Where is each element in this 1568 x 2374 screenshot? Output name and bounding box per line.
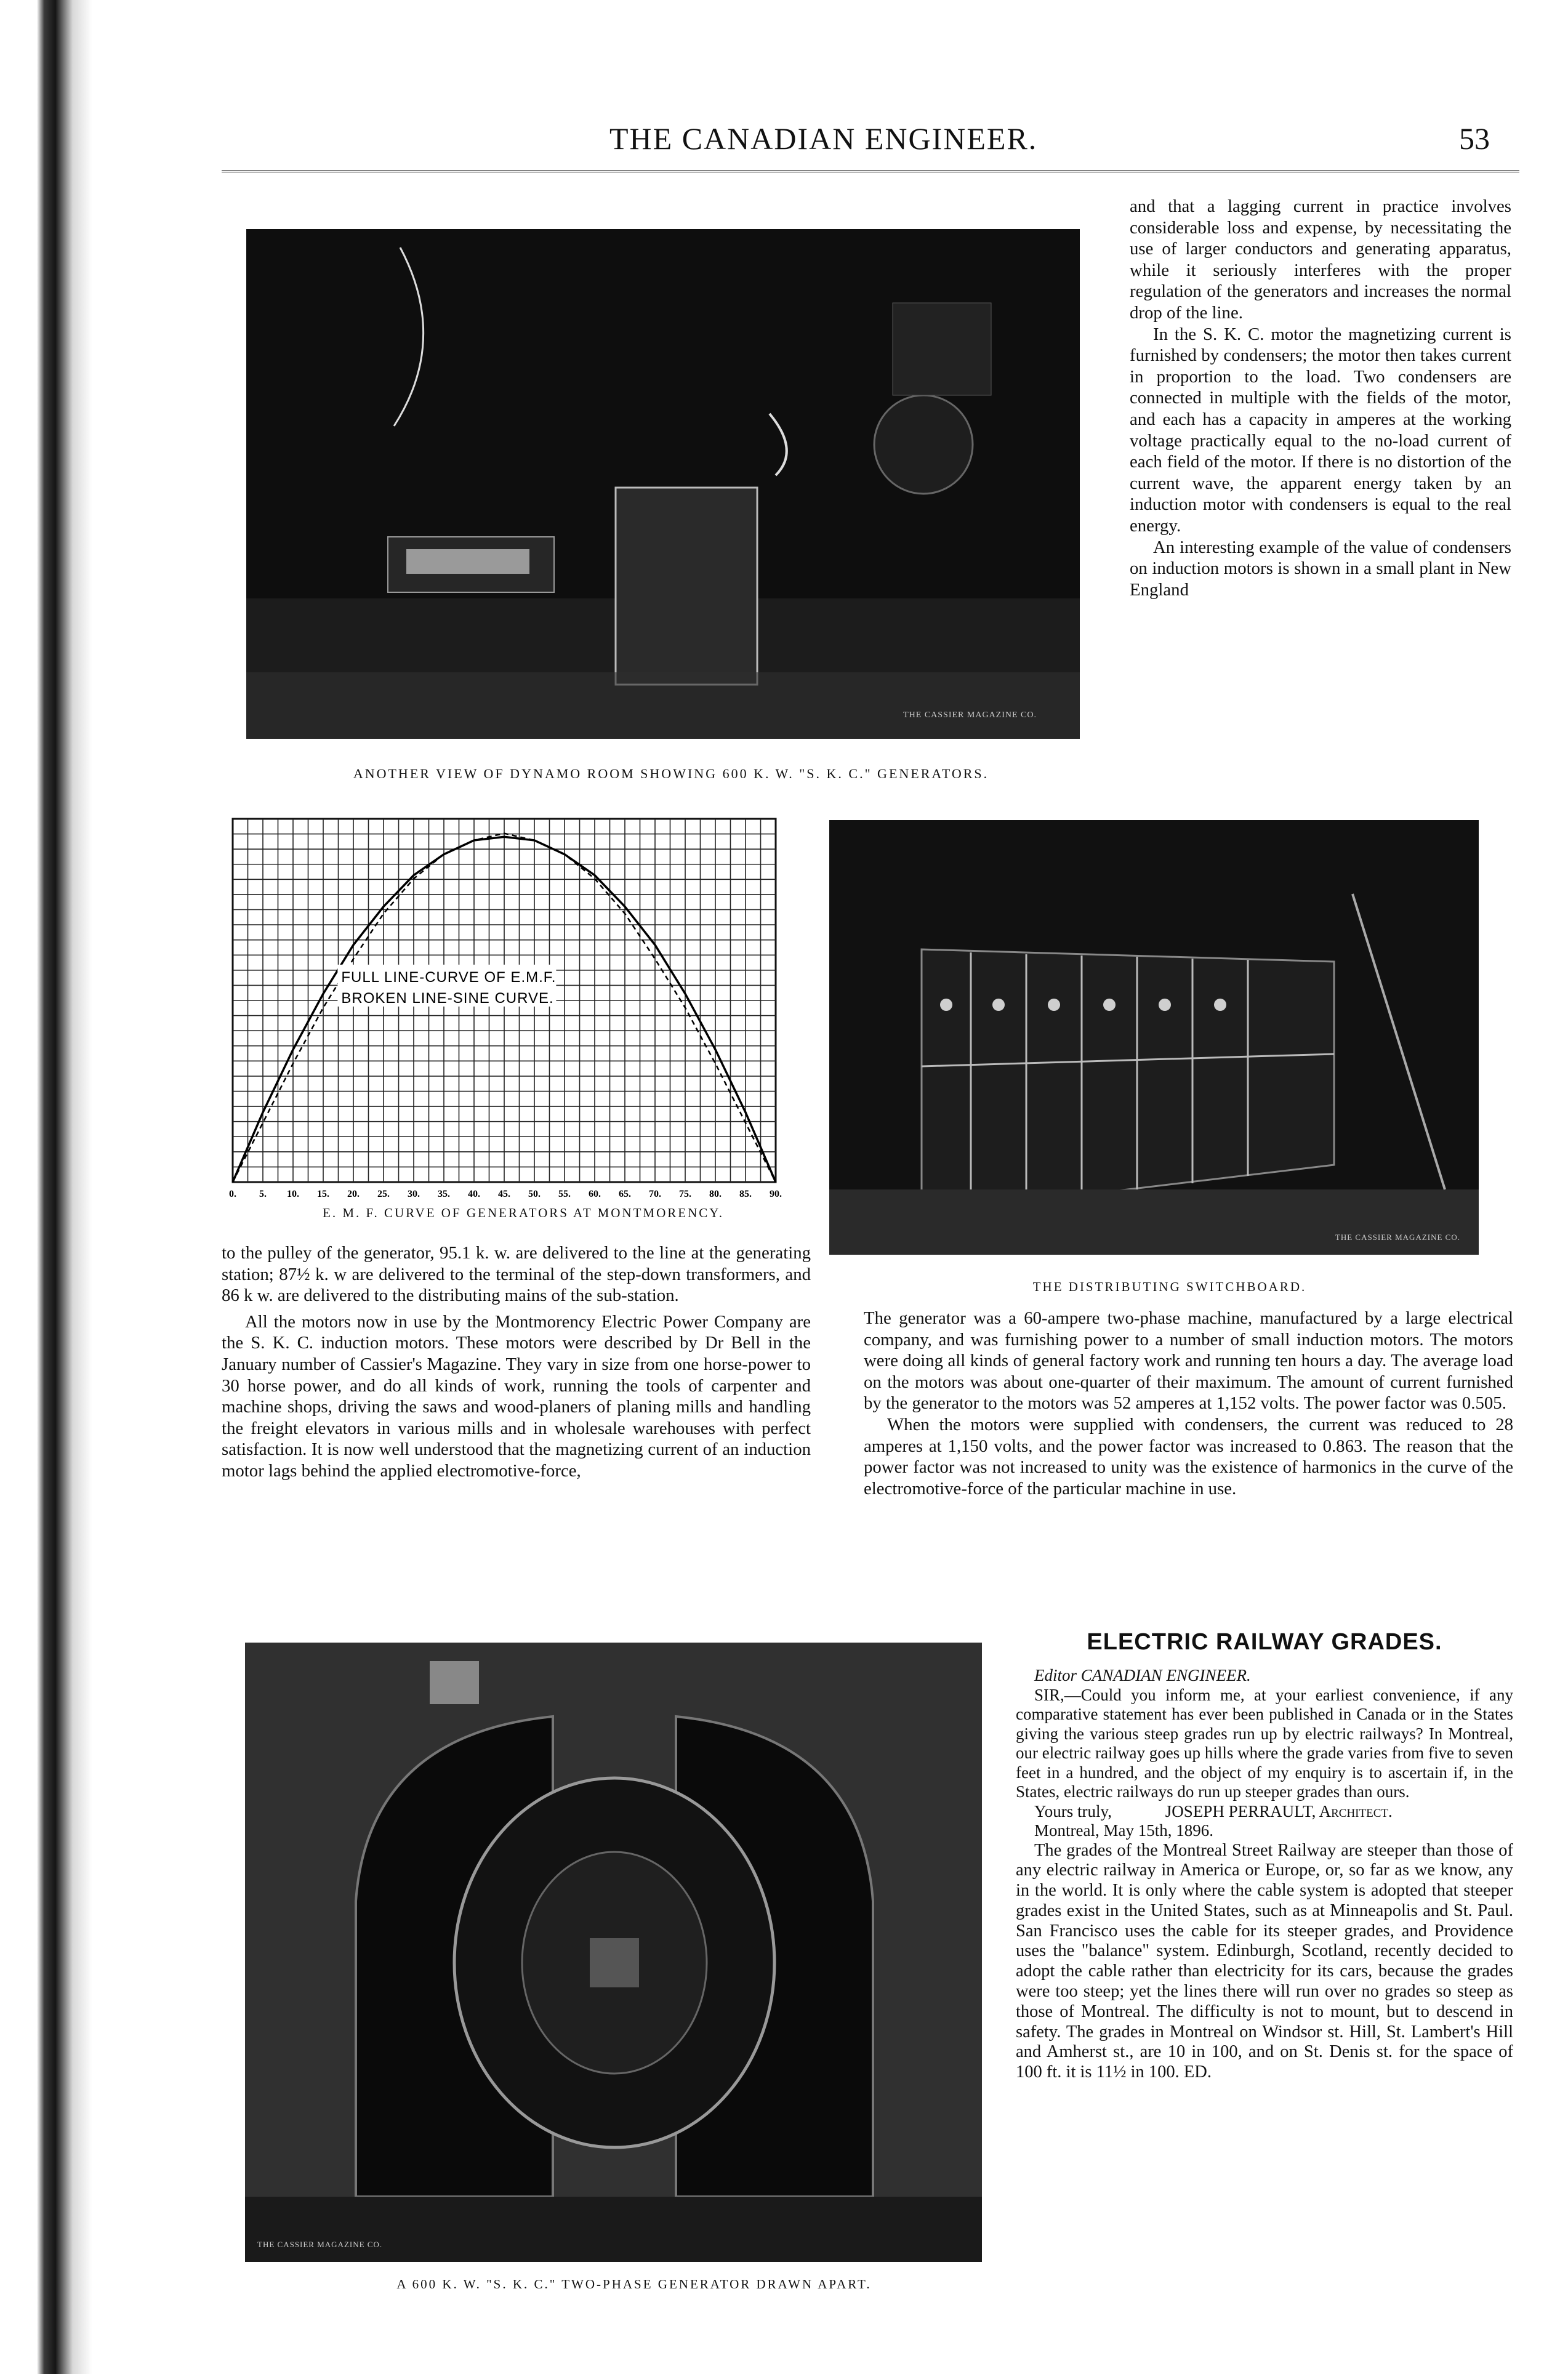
paragraph: and that a lagging current in practice involves considerable loss and expense, by necessitating the use of larger conductors and generating apparatus, while it seriously interferes with the proper regulation of the generators and increases the normal drop of the line. <box>1130 196 1511 323</box>
paragraph: An interesting example of the value of condensers on induction motors is shown in a small plant in New England <box>1130 537 1511 600</box>
chart-x-tick-label: 90. <box>770 1189 782 1199</box>
letter-signature: JOSEPH PERRAULT, Architect. <box>1165 1801 1393 1821</box>
editor-reply: The grades of the Montreal Street Railway are steeper than those of any electric railway in America or Europe, or, so far as we know, any in the world. It is only where the cable system is adopted that steeper grades exist in the United States, such as at Minneapolis and St. Paul. San Francisco uses the cable for its steeper grades, and Providence uses the "balance" system. Edinburgh, Scotland, recently decided to adopt the cable rather than electricity for its cars, because the grades were too steep; yet the lines there will run over no grades so steep as those of Montreal. The difficulty is not to mount, but to descend in safety. The grades in Montreal on Windsor st. Hill, St. Lambert's Hill and Amherst st., are 10 in 100, and on St. Denis st. for the space of 100 ft. it is 11½ in 100. ED. <box>1016 1840 1513 2082</box>
paragraph: All the motors now in use by the Montmorency Electric Power Company are the S. K. C. induction motors. These motors were described by Dr Bell in the January number of Cassier's Magazine. They vary in size from one horse-power to 30 horse power, and do all kinds of work, running the tools of carpenter and machine shops, driving the saws and wood-planers of planing mills and handling the freight elevators in various mills and in wholesale warehouses with perfect satisfaction. It is now well understood that the magnetizing current of an induction motor lags behind the applied electromotive-force, <box>222 1311 811 1481</box>
letter-dateline: Montreal, May 15th, 1896. <box>1034 1821 1213 1840</box>
chart-x-tick-label: 70. <box>649 1189 661 1199</box>
letter-heading: ELECTRIC RAILWAY GRADES. <box>1087 1629 1442 1655</box>
chart-legend-entry: BROKEN LINE-SINE CURVE. <box>341 989 554 1007</box>
dynamo-room-photo <box>246 229 1080 739</box>
page-number: 53 <box>1459 121 1490 156</box>
chart-x-tick-label: 60. <box>589 1189 601 1199</box>
chart-caption: E. M. F. CURVE OF GENERATORS AT MONTMORENCY. <box>323 1205 724 1220</box>
chart-x-tick-label: 35. <box>438 1189 450 1199</box>
running-head: THE CANADIAN ENGINEER. <box>609 121 1038 156</box>
chart-x-tick-label: 40. <box>468 1189 480 1199</box>
chart-x-tick-label: 30. <box>408 1189 420 1199</box>
chart-x-tick-label: 15. <box>317 1189 329 1199</box>
letter-body: SIR,—Could you inform me, at your earliest convenience, if any comparative statement has ever been published in Canada or in the States giving the various steep grades run up by electric railways? In Montreal, our electric railway goes up hills where the grade varies from five to seven feet in a hundred, and the object of my enquiry is to ascertain if, in the States, electric railways do run up steeper grades than ours. <box>1016 1685 1513 1801</box>
chart-x-tick-label: 80. <box>709 1189 722 1199</box>
emf-curve-chart <box>215 800 800 1231</box>
header-rule <box>222 170 1519 172</box>
paragraph: to the pulley of the generator, 95.1 k. w. are delivered to the line at the generating station; 87½ k. w are delivered to the terminal of the step-down transformers, and 86 k w. are delivered to the distributing mains of the sub-station. <box>222 1243 811 1306</box>
switchboard-caption: THE DISTRIBUTING SWITCHBOARD. <box>1032 1279 1307 1294</box>
switchboard-photo-credit: THE CASSIER MAGAZINE CO. <box>1335 1233 1460 1242</box>
chart-x-tick-label: 55. <box>558 1189 571 1199</box>
chart-x-tick-label: 5. <box>259 1189 267 1199</box>
book-binding-edge <box>0 0 92 2374</box>
chart-x-tick-label: 65. <box>619 1189 631 1199</box>
generator-photo <box>245 1643 982 2262</box>
right-column-mid-text <box>864 1308 1513 1499</box>
chart-x-tick-label: 85. <box>739 1189 752 1199</box>
switchboard-photo <box>829 820 1479 1255</box>
chart-x-tick-label: 50. <box>528 1189 541 1199</box>
switchboard-illustration <box>829 820 1479 1255</box>
paragraph: In the S. K. C. motor the magnetizing current is furnished by condensers; the motor then takes current in proportion to the load. Two condensers are connected in multiple with the fields of the motor, and each has a capacity in amperes at the working voltage practically equal to the no-load current of each field of the motor. If there is no distortion of the current wave, the apparent energy taken by an induction motor with condensers is equal to the real energy. <box>1130 324 1511 536</box>
generator-caption: A 600 K. W. "S. K. C." TWO-PHASE GENERATOR DRAWN APART. <box>396 2277 872 2292</box>
chart-legend-entry: FULL LINE-CURVE OF E.M.F. <box>341 968 557 986</box>
right-column-top-text <box>1130 196 1511 600</box>
paragraph: When the motors were supplied with condensers, the current was reduced to 28 amperes at 1,150 volts, and the power factor was increased to 0.863. The reason that the power factor was not increased to unity was the existence of harmonics in the curve of the electromotive-force of the particular machine in use. <box>864 1414 1513 1499</box>
letter-column <box>1016 1666 1513 2083</box>
generator-photo-credit: THE CASSIER MAGAZINE CO. <box>257 2240 383 2249</box>
letter-closing: Yours truly, <box>1034 1801 1112 1821</box>
letter-signoff <box>1016 1802 1513 1822</box>
chart-x-tick-label: 75. <box>679 1189 691 1199</box>
generator-illustration <box>245 1643 982 2262</box>
dynamo-photo-credit: THE CASSIER MAGAZINE CO. <box>903 710 1037 720</box>
chart-x-tick-label: 10. <box>287 1189 299 1199</box>
left-column-mid-text <box>222 1242 811 1482</box>
dynamo-room-illustration <box>246 229 1080 739</box>
chart-x-tick-label: 20. <box>347 1189 360 1199</box>
dynamo-room-caption: ANOTHER VIEW OF DYNAMO ROOM SHOWING 600 K. W. "S. K. C." GENERATORS. <box>353 766 989 781</box>
paragraph: The generator was a 60-ampere two-phase machine, manufactured by a large electrical company, and was furnishing power to a number of small induction motors. The motors were doing all kinds of general factory work and running ten hours a day. The average load on the motors was about one-quarter of their maximum. The amount of current furnished by the generator to the motors was 52 amperes at 1,152 volts. The power factor was 0.505. <box>864 1308 1513 1414</box>
chart-x-tick-label: 45. <box>498 1189 510 1199</box>
letter-salutation: Editor CANADIAN ENGINEER. <box>1034 1666 1251 1684</box>
chart-x-tick-label: 0. <box>229 1189 236 1199</box>
chart-x-tick-label: 25. <box>377 1189 390 1199</box>
